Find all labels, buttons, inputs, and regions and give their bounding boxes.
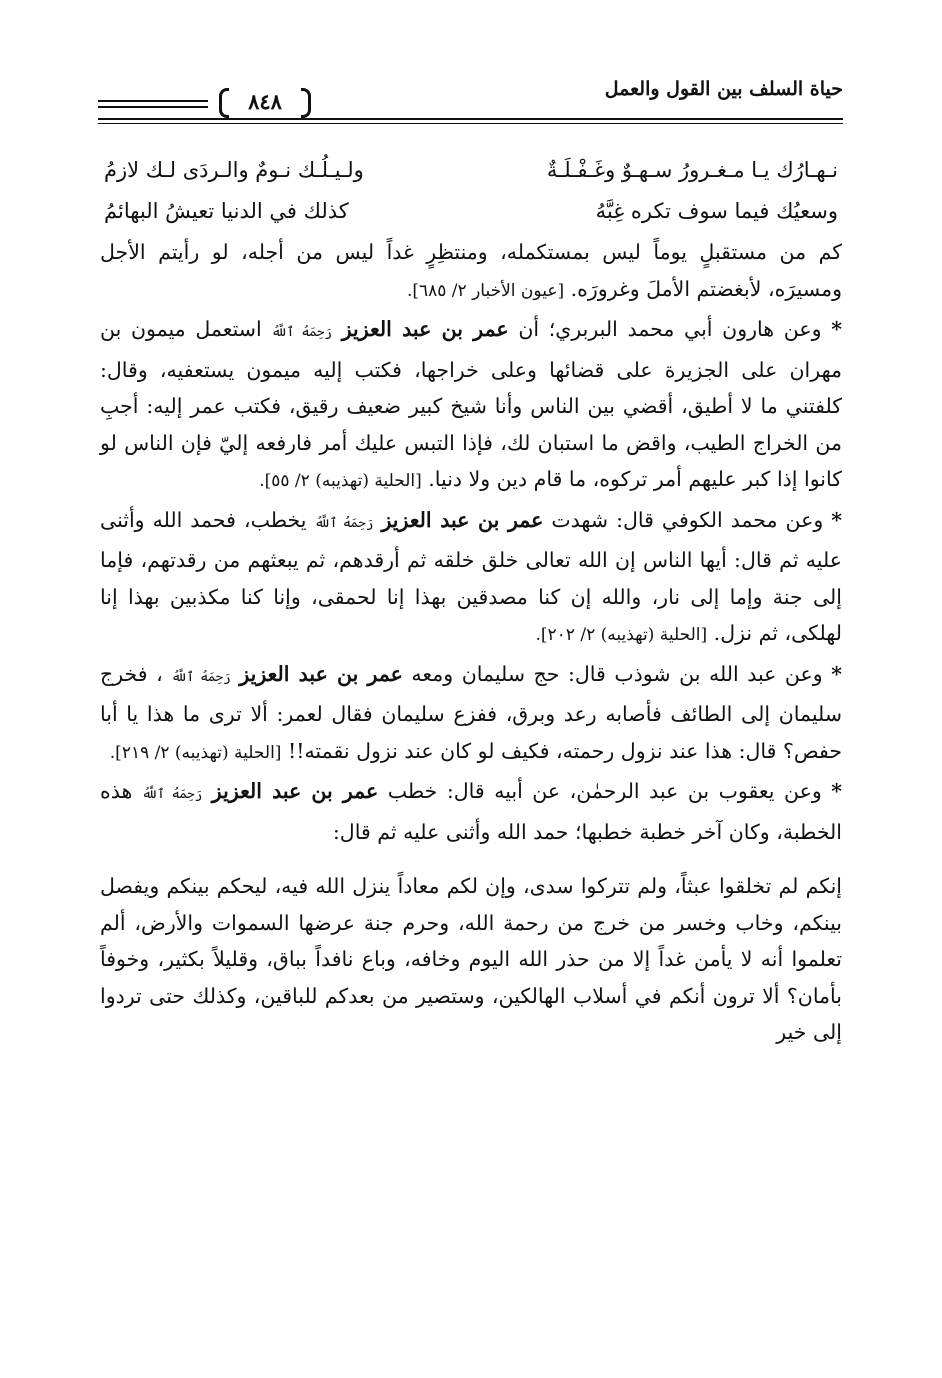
person-name: عمر بن عبد العزيز	[341, 317, 509, 341]
paragraph-text: هذه الخطبة، وكان آخر خطبة خطبها؛ حمد الله وأثنى عليه ثم قال:	[100, 779, 842, 844]
paragraph-lead: وعن يعقوب بن عبد الرحمٰن، عن أبيه قال: خطب	[387, 779, 822, 803]
paragraph	[100, 868, 842, 1051]
poem-hemistich-first: نـهـارُك يـا مـغـرورُ سـهـوٌ وغَـفْـلَـةٌ	[546, 158, 838, 182]
asterisk-marker: *	[831, 779, 842, 803]
header-rule	[98, 118, 843, 120]
page-body	[100, 152, 842, 1053]
citation: [الحلية (تهذيبه) ٢/ ٥٥].	[259, 471, 422, 491]
citation: [الحلية (تهذيبه) ٢/ ٢١٩].	[109, 742, 282, 763]
poem-verse	[100, 193, 842, 234]
person-name: عمر بن عبد العزيز	[211, 779, 379, 803]
asterisk-marker: *	[831, 507, 842, 532]
honorific: رَحِمَهُ ٱللَّهُ	[141, 787, 203, 802]
paragraph-text: ، فخرج سليمان إلى الطائف فأصابه رعد وبرق، ففزع سليمان فقال لعمر: ألا ترى ما هذا يا أبا حفص؟ قال: هذا عند نزول رحمته، فكيف لو كان عند نزول نقمته!!	[100, 661, 842, 763]
page-header	[98, 66, 843, 126]
paragraph-text: يخطب، فحمد الله وأثنى عليه ثم قال: أيها الناس إن الله تعالى خلق خلقه ثم أرقدهم، ثم يبعثهم من رقدتهم، فإما إلى جنة وإما إلى نار، والله إن كنا مصدقين بهذا إنا لحمقى، وإنا كنا مكذبين بهذا إنا لهلكى، ثم نزل.	[100, 507, 842, 645]
honorific: رَحِمَهُ ٱللَّهُ	[314, 515, 374, 531]
page-number-badge	[215, 88, 315, 122]
paragraph-text: إنكم لم تخلقوا عبثاً، ولم تتركوا سدى، وإن لكم معاداً ينزل الله فيه، ليحكم بينكم ويفصل بينكم، وخاب وخسر من خرج من رحمة الله، وحرم جنة عرضها السموات والأرض، ألم تعلموا أنه لا يأمن غداً إلا من حذر الله اليوم وخافه، وباع نافداً بباق، وقليلاً بكثير، وخوفاً بأمان؟ ألا ترون أنكم في أسلاب الهالكين، وستصير من بعدكم للباقين، وكذلك حتى تردوا إلى خير	[100, 874, 842, 1044]
paragraph-lead: وعن هارون أبي محمد البربري؛ أن	[518, 317, 822, 341]
honorific: رَحِمَهُ ٱللَّهُ	[171, 669, 231, 685]
paragraph-text: استعمل ميمون بن مهران على الجزيرة على قضائها وعلى خراجها، فكتب إليه ميمون يستعفيه، وقال: كلفتني ما لا أطيق، أقضي بين الناس وأنا شيخ كبير ضعيف رقيق، فكتب عمر إليه: أجبِ من الخراج الطيب، واقض ما استبان لك، فإذا التبس عليك أمر فارفعه إليّ فإن الناس لو كانوا إذا كبر عليهم أمر تركوه، ما قام دين ولا دنيا.	[100, 317, 842, 491]
asterisk-marker: *	[831, 317, 842, 341]
header-ornament	[98, 100, 216, 112]
paragraph	[100, 502, 842, 654]
paragraph-lead: وعن عبد الله بن شوذب قال: حج سليمان ومعه	[411, 661, 823, 686]
running-title: حياة السلف بين القول والعمل	[604, 78, 843, 100]
citation: [عيون الأخبار ٢/ ٦٨٥].	[406, 280, 565, 301]
person-name: عمر بن عبد العزيز	[381, 507, 544, 532]
poem-hemistich-second: ولـيـلُـك نـومٌ والـردَى لـك لازمُ	[104, 158, 364, 182]
honorific: رَحِمَهُ ٱللَّهُ	[271, 325, 332, 340]
header-rule-thin	[98, 123, 843, 124]
asterisk-marker: *	[831, 661, 842, 686]
person-name: عمر بن عبد العزيز	[239, 661, 403, 686]
poem-verse	[100, 152, 842, 193]
poem-hemistich-second: كذلك في الدنيا تعيشُ البهائمُ	[104, 199, 349, 223]
page-number: ٨٤٨	[248, 89, 282, 114]
paragraph	[100, 311, 842, 500]
poem-hemistich-first: وسعيُك فيما سوف تكره غِبَّهُ	[595, 199, 838, 223]
paragraph-text: كم من مستقبلٍ يوماً ليس بمستكمله، ومنتظِرٍ غداً ليس من أجله، لو رأيتم الأجل ومسيرَه، لأبغضتم الأملَ وغرورَه.	[100, 240, 842, 301]
paragraph	[100, 656, 842, 772]
paragraph-lead: وعن محمد الكوفي قال: شهدت	[551, 507, 824, 532]
paragraph	[100, 234, 842, 309]
paragraph	[100, 773, 842, 850]
citation: [الحلية (تهذيبه) ٢/ ٢٠٢].	[535, 625, 708, 645]
